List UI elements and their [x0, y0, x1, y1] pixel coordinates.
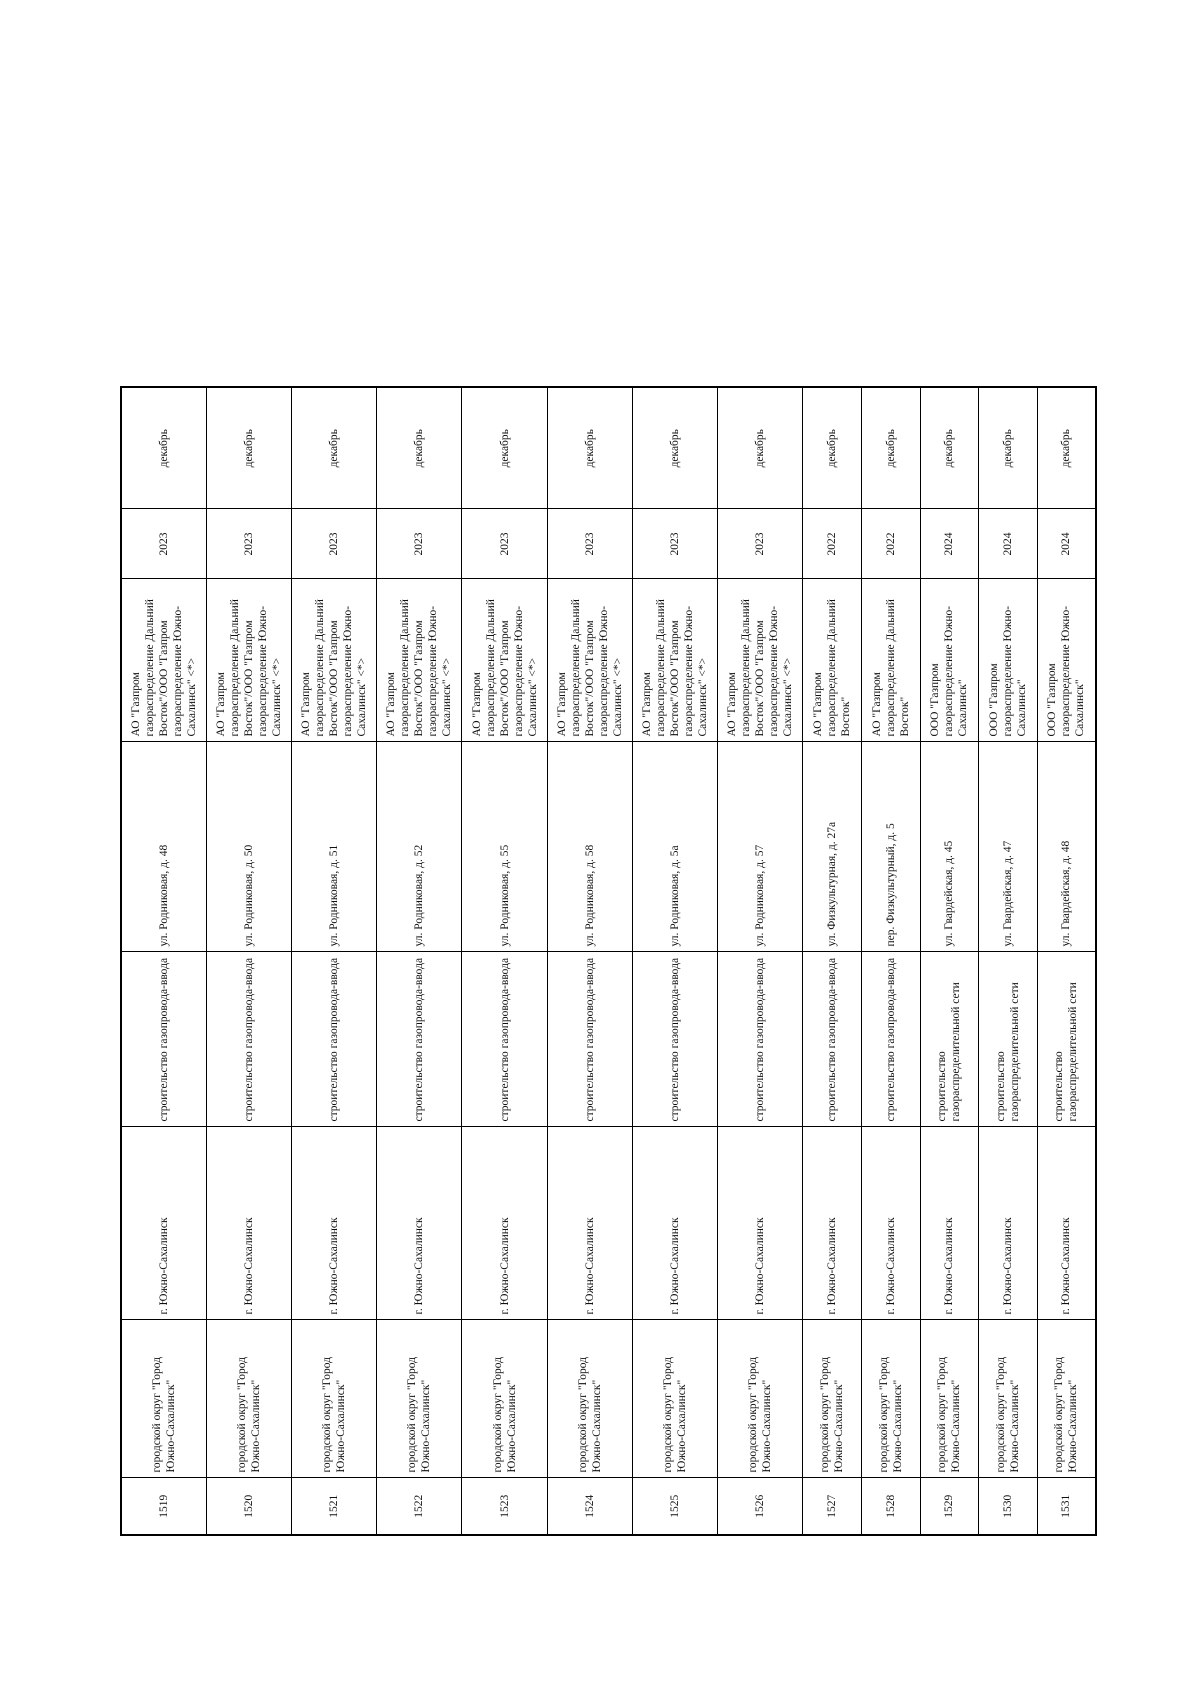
year-cell: 2023	[462, 509, 547, 579]
settlement-cell: г. Южно-Сахалинск	[718, 1127, 803, 1320]
settlement-cell: г. Южно-Сахалинск	[291, 1127, 376, 1320]
row-number: 1523	[462, 1478, 547, 1535]
settlement-cell: г. Южно-Сахалинск	[377, 1127, 462, 1320]
work-type-cell: строительство газораспределительной сети	[979, 952, 1038, 1127]
row-number: 1522	[377, 1478, 462, 1535]
year-cell: 2022	[803, 509, 862, 579]
month-cell: декабрь	[377, 387, 462, 509]
work-type-cell: строительство газораспределительной сети	[920, 952, 979, 1127]
gas-pipeline-registry-table	[120, 386, 1097, 1536]
organization-cell: АО "Газпром газораспределение Дальний Восток"	[861, 579, 920, 742]
work-type-cell: строительство газопровода-ввода	[718, 952, 803, 1127]
organization-cell: ООО "Газпром газораспределение Южно-Сахалинск"	[979, 579, 1038, 742]
municipality-cell: городской округ "Город Южно-Сахалинск"	[377, 1320, 462, 1478]
settlement-cell: г. Южно-Сахалинск	[920, 1127, 979, 1320]
municipality-cell: городской округ "Город Южно-Сахалинск"	[979, 1320, 1038, 1478]
year-cell: 2022	[861, 509, 920, 579]
address-cell: ул. Родниковая, д. 48	[121, 742, 206, 952]
address-cell: ул. Гвардейская, д. 48	[1037, 742, 1096, 952]
table-row	[121, 387, 206, 1535]
table-row	[718, 387, 803, 1535]
settlement-cell: г. Южно-Сахалинск	[462, 1127, 547, 1320]
municipality-cell: городской округ "Город Южно-Сахалинск"	[1037, 1320, 1096, 1478]
settlement-cell: г. Южно-Сахалинск	[861, 1127, 920, 1320]
table-row	[861, 387, 920, 1535]
work-type-cell: строительство газопровода-ввода	[632, 952, 717, 1127]
work-type-cell: строительство газопровода-ввода	[547, 952, 632, 1127]
row-number: 1528	[861, 1478, 920, 1535]
table-row	[1037, 387, 1096, 1535]
month-cell: декабрь	[803, 387, 862, 509]
row-number: 1521	[291, 1478, 376, 1535]
month-cell: декабрь	[632, 387, 717, 509]
municipality-cell: городской округ "Город Южно-Сахалинск"	[547, 1320, 632, 1478]
table-body	[121, 387, 1096, 1535]
municipality-cell: городской округ "Город Южно-Сахалинск"	[121, 1320, 206, 1478]
work-type-cell: строительство газопровода-ввода	[291, 952, 376, 1127]
table-row	[803, 387, 862, 1535]
address-cell: ул. Родниковая, д. 57	[718, 742, 803, 952]
municipality-cell: городской округ "Город Южно-Сахалинск"	[920, 1320, 979, 1478]
settlement-cell: г. Южно-Сахалинск	[1037, 1127, 1096, 1320]
work-type-cell: строительство газопровода-ввода	[377, 952, 462, 1127]
address-cell: ул. Родниковая, д. 52	[377, 742, 462, 952]
organization-cell: АО "Газпром газораспределение Дальний Восток"/ООО "Газпром газораспределение Южно-Сахалинск" <*>	[377, 579, 462, 742]
month-cell: декабрь	[547, 387, 632, 509]
table-row	[291, 387, 376, 1535]
year-cell: 2023	[547, 509, 632, 579]
municipality-cell: городской округ "Город Южно-Сахалинск"	[632, 1320, 717, 1478]
month-cell: декабрь	[979, 387, 1038, 509]
work-type-cell: строительство газораспределительной сети	[1037, 952, 1096, 1127]
work-type-cell: строительство газопровода-ввода	[803, 952, 862, 1127]
municipality-cell: городской округ "Город Южно-Сахалинск"	[718, 1320, 803, 1478]
rotated-table-wrapper	[120, 388, 1097, 1536]
work-type-cell: строительство газопровода-ввода	[861, 952, 920, 1127]
organization-cell: АО "Газпром газораспределение Дальний Восток"	[803, 579, 862, 742]
row-number: 1525	[632, 1478, 717, 1535]
row-number: 1524	[547, 1478, 632, 1535]
address-cell: ул. Родниковая, д. 5а	[632, 742, 717, 952]
work-type-cell: строительство газопровода-ввода	[462, 952, 547, 1127]
address-cell: ул. Родниковая, д. 58	[547, 742, 632, 952]
table-row	[920, 387, 979, 1535]
work-type-cell: строительство газопровода-ввода	[121, 952, 206, 1127]
year-cell: 2023	[291, 509, 376, 579]
table-row	[462, 387, 547, 1535]
work-type-cell: строительство газопровода-ввода	[206, 952, 291, 1127]
settlement-cell: г. Южно-Сахалинск	[121, 1127, 206, 1320]
address-cell: пер. Физкультурный, д. 5	[861, 742, 920, 952]
year-cell: 2023	[377, 509, 462, 579]
row-number: 1526	[718, 1478, 803, 1535]
address-cell: ул. Родниковая, д. 51	[291, 742, 376, 952]
month-cell: декабрь	[718, 387, 803, 509]
municipality-cell: городской округ "Город Южно-Сахалинск"	[291, 1320, 376, 1478]
month-cell: декабрь	[861, 387, 920, 509]
year-cell: 2023	[632, 509, 717, 579]
row-number: 1527	[803, 1478, 862, 1535]
municipality-cell: городской округ "Город Южно-Сахалинск"	[206, 1320, 291, 1478]
month-cell: декабрь	[121, 387, 206, 509]
row-number: 1529	[920, 1478, 979, 1535]
row-number: 1520	[206, 1478, 291, 1535]
organization-cell: АО "Газпром газораспределение Дальний Восток"/ООО "Газпром газораспределение Южно-Сахалинск" <*>	[206, 579, 291, 742]
year-cell: 2024	[979, 509, 1038, 579]
month-cell: декабрь	[462, 387, 547, 509]
table-row	[632, 387, 717, 1535]
settlement-cell: г. Южно-Сахалинск	[206, 1127, 291, 1320]
table-row	[377, 387, 462, 1535]
table-row	[547, 387, 632, 1535]
settlement-cell: г. Южно-Сахалинск	[803, 1127, 862, 1320]
organization-cell: АО "Газпром газораспределение Дальний Восток"/ООО "Газпром газораспределение Южно-Сахалинск" <*>	[547, 579, 632, 742]
organization-cell: АО "Газпром газораспределение Дальний Восток"/ООО "Газпром газораспределение Южно-Сахалинск" <*>	[291, 579, 376, 742]
month-cell: декабрь	[920, 387, 979, 509]
municipality-cell: городской округ "Город Южно-Сахалинск"	[861, 1320, 920, 1478]
year-cell: 2023	[718, 509, 803, 579]
address-cell: ул. Родниковая, д. 50	[206, 742, 291, 952]
table-row	[979, 387, 1038, 1535]
organization-cell: АО "Газпром газораспределение Дальний Восток"/ООО "Газпром газораспределение Южно-Сахалинск" <*>	[632, 579, 717, 742]
table-row	[206, 387, 291, 1535]
row-number: 1530	[979, 1478, 1038, 1535]
month-cell: декабрь	[1037, 387, 1096, 509]
settlement-cell: г. Южно-Сахалинск	[547, 1127, 632, 1320]
year-cell: 2024	[920, 509, 979, 579]
organization-cell: ООО "Газпром газораспределение Южно-Сахалинск"	[1037, 579, 1096, 742]
address-cell: ул. Физкультурная, д. 27а	[803, 742, 862, 952]
year-cell: 2023	[206, 509, 291, 579]
organization-cell: ООО "Газпром газораспределение Южно-Сахалинск"	[920, 579, 979, 742]
organization-cell: АО "Газпром газораспределение Дальний Восток"/ООО "Газпром газораспределение Южно-Сахалинск" <*>	[121, 579, 206, 742]
month-cell: декабрь	[291, 387, 376, 509]
year-cell: 2024	[1037, 509, 1096, 579]
municipality-cell: городской округ "Город Южно-Сахалинск"	[462, 1320, 547, 1478]
address-cell: ул. Гвардейская, д. 47	[979, 742, 1038, 952]
municipality-cell: городской округ "Город Южно-Сахалинск"	[803, 1320, 862, 1478]
address-cell: ул. Родниковая, д. 55	[462, 742, 547, 952]
row-number: 1519	[121, 1478, 206, 1535]
address-cell: ул. Гвардейская, д. 45	[920, 742, 979, 952]
month-cell: декабрь	[206, 387, 291, 509]
settlement-cell: г. Южно-Сахалинск	[632, 1127, 717, 1320]
row-number: 1531	[1037, 1478, 1096, 1535]
organization-cell: АО "Газпром газораспределение Дальний Восток"/ООО "Газпром газораспределение Южно-Сахалинск" <*>	[718, 579, 803, 742]
organization-cell: АО "Газпром газораспределение Дальний Восток"/ООО "Газпром газораспределение Южно-Сахалинск" <*>	[462, 579, 547, 742]
settlement-cell: г. Южно-Сахалинск	[979, 1127, 1038, 1320]
year-cell: 2023	[121, 509, 206, 579]
